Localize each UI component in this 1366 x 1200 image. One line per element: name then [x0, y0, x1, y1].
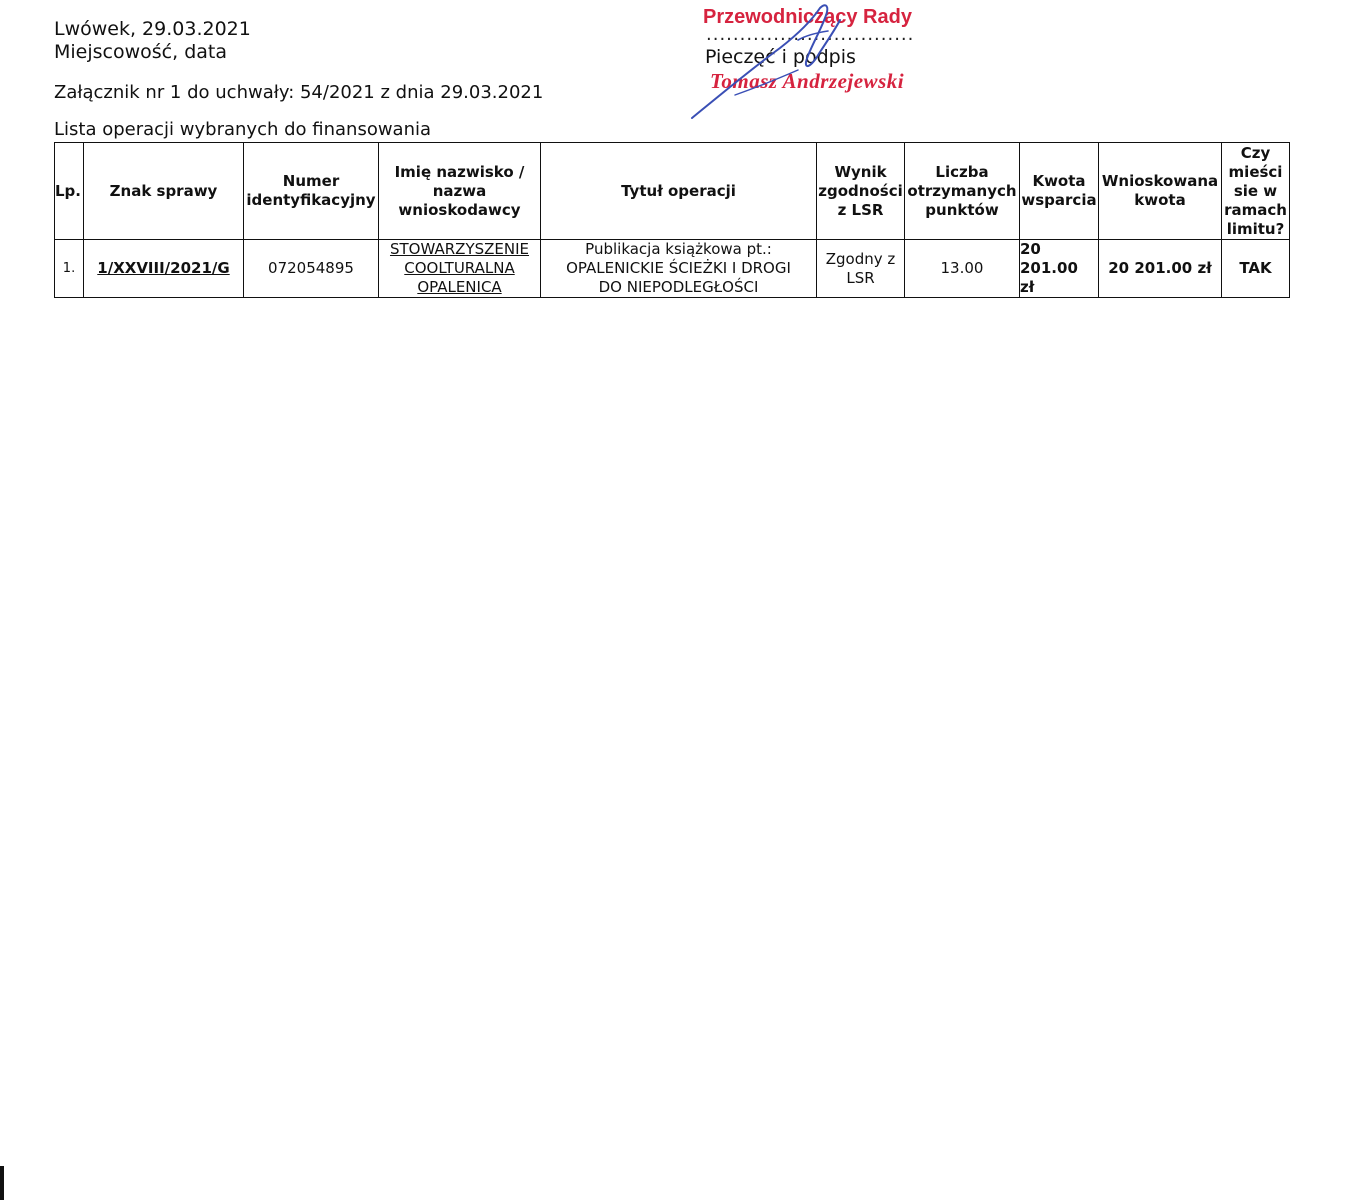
cell-support-amount: 20 201.00 zł — [1020, 240, 1099, 298]
col-header-id-number: Numer identyfikacyjny — [244, 143, 379, 240]
col-header-requested-amount: Wnioskowana kwota — [1099, 143, 1222, 240]
signature-label: Pieczęć i podpis — [705, 46, 856, 68]
cell-case-number: 1/XXVIII/2021/G — [84, 240, 244, 298]
place-date-label: Miejscowość, data — [54, 41, 227, 63]
table-header-row — [55, 143, 1290, 240]
stamp-name: Tomasz Andrzejewski — [710, 69, 905, 93]
cell-within-limit: TAK — [1222, 240, 1290, 298]
col-header-applicant: Imię nazwisko / nazwa wnioskodawcy — [379, 143, 541, 240]
cell-compliance: Zgodny z LSR — [817, 240, 905, 298]
place-date: Lwówek, 29.03.2021 — [54, 18, 251, 40]
table-row — [55, 240, 1290, 298]
list-title: Lista operacji wybranych do finansowania — [54, 119, 432, 140]
handwritten-signature — [680, 0, 880, 125]
signature-dots: ............................... — [706, 24, 915, 45]
cell-lp: 1. — [55, 240, 84, 298]
operations-table — [54, 142, 1290, 298]
col-header-compliance: Wynik zgodności z LSR — [817, 143, 905, 240]
cell-id-number: 072054895 — [244, 240, 379, 298]
scan-margin-mark — [0, 1166, 4, 1200]
col-header-operation-title: Tytuł operacji — [541, 143, 817, 240]
cell-requested-amount: 20 201.00 zł — [1099, 240, 1222, 298]
attachment-line: Załącznik nr 1 do uchwały: 54/2021 z dnia 29.03.2021 — [54, 82, 544, 103]
col-header-case-number: Znak sprawy — [84, 143, 244, 240]
col-header-support-amount: Kwota wsparcia — [1020, 143, 1099, 240]
cell-points: 13.00 — [905, 240, 1020, 298]
place-date-block — [54, 18, 251, 64]
col-header-within-limit: Czy mieści sie w ramach limitu? — [1222, 143, 1290, 240]
col-header-points: Liczba otrzymanych punktów — [905, 143, 1020, 240]
cell-operation-title: Publikacja książkowa pt.: OPALENICKIE ŚCIEŻKI I DROGI DO NIEPODLEGŁOŚCI — [541, 240, 817, 298]
stamp-title: Przewodniczący Rady — [703, 6, 912, 28]
col-header-lp: Lp. — [55, 143, 84, 240]
cell-applicant: STOWARZYSZENIE COOLTURALNA OPALENICA — [379, 240, 541, 298]
